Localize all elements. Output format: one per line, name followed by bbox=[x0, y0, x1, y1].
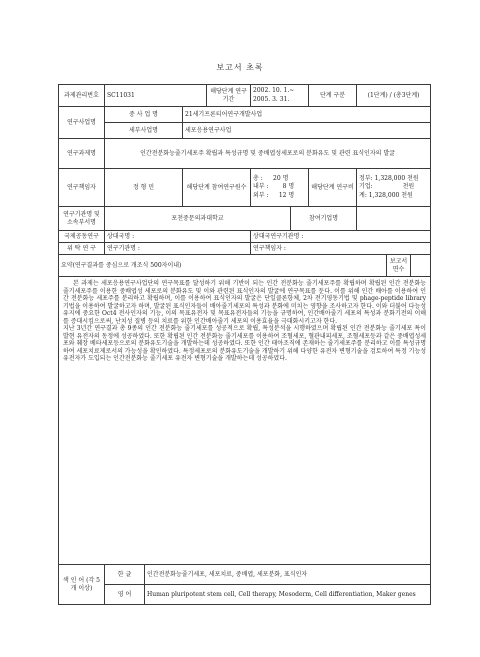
mid-project-label: 중 사 업 명 bbox=[105, 107, 183, 123]
period-value bbox=[251, 85, 309, 107]
pages-label: 보고서 면수 bbox=[387, 255, 411, 277]
document-title: 보고서 초록 bbox=[216, 63, 264, 72]
unit-won: 천원 bbox=[401, 191, 413, 199]
gov-label: 정부: bbox=[359, 175, 373, 183]
subject-label: 연구과제명 bbox=[59, 139, 105, 169]
ko-label: 한 글 bbox=[105, 565, 145, 585]
researchers-total-label: 총 : bbox=[253, 175, 263, 183]
stage-label: 단계 구분 bbox=[309, 85, 357, 107]
stage-value: (1단계) / (총3단계) bbox=[357, 85, 431, 107]
period-start: 2002. 10. 1.~ bbox=[253, 87, 295, 95]
abstract-form-table bbox=[58, 84, 431, 605]
summary-paragraph-2: 지난 3년간 연구결과 총 9종의 인간 전분화능 줄기세포를 성공적으로 확립, 특성분석을 시행하였으며 확립된 인간 전분화능 줄기세포 특이발현 유전자의 동정에 성공하였다. 또한 확립된 인간 전분화능 줄기세포를 이용하여 조혈세포, 혈관내피세포, 조혈세포등과 같은 중배엽성세포와 췌장 베타세포등으로의 분화유도기술을 개발하는데 성공하였다. 또한 인간 태아조직에 존재하는 줄기세포주를 분리하고 이를 특성규명하여 세포치료제로서의 가능성을 확인하였다. 특정세포로의 분화유도기술을 개발하기 위해 다양한 유전자 변형기술을 검토하여 특정 기능성 유전자가 도입되는 인간전분화능 줄기세포 유전자 변형기술을 개발하는데 성공하였다. bbox=[63, 325, 427, 362]
row-subject bbox=[59, 139, 431, 169]
intl-country: 상대국명 : bbox=[105, 231, 251, 243]
period-end: 2005. 3. 31. bbox=[253, 95, 290, 103]
intl-org: 상대국연구기관명 : bbox=[251, 231, 431, 243]
researchers-label: 해당단계 참여연구원수 bbox=[183, 169, 251, 207]
summary-paragraph-1: 본 과제는 세포응용연구사업단의 연구목표를 달성하기 위해 기반이 되는 인간 전분화능 줄기세포주를 확립하며 확립된 인간 전분화능 줄기세포주를 이용한 중배엽성 세포로의 분화유도 및 이와 관련된 표식인자의 발굴에 연구목표를 둔다. 이를 위해 인간 배아를 이용하여 인간 전분화능 세포주를 분리하고 확립하며, 이를 이용하여 표식인자의 발굴은 단일클론항체, 2차 전기영동기법 및 phage-peptide library 기법을 이용하여 발굴하고자 하며, 발굴된 표식인자들이 배아줄기세포의 특성과 분화에 미치는 영향을 조사하고자 한다. 이와 더불어 다능성 유지에 중요한 Oct4 전사인자의 기능, 이의 목표유전자 및 목표유전자들의 기능을 규명하여, 인간배아줄기 세포의 특성과 분화기전의 이해를 증대시킴으로써, 난치성 질병 등의 치료를 위한 인간배아줄기 세포의 이용효율을 극대화시키고자 한다. bbox=[63, 280, 427, 325]
researchers-in-label: 내부 : bbox=[253, 183, 269, 191]
researchers-total: 20 bbox=[273, 175, 281, 183]
consign-org: 연구기관명 : bbox=[105, 243, 251, 255]
unit-won: 천원 bbox=[407, 175, 419, 183]
org-label: 연구기관명 및 소속부서명 bbox=[59, 207, 105, 231]
consign-pi: 연구책임자 : bbox=[251, 243, 431, 255]
researchers-out: 12 bbox=[278, 191, 287, 199]
researchers-out-label: 외부 : bbox=[253, 191, 269, 199]
consign-label: 위 탁 연 구 bbox=[59, 243, 105, 255]
row-pi bbox=[59, 169, 431, 207]
summary-label: 요약(연구결과를 중심으로 개조식 500자이내) bbox=[59, 255, 387, 277]
gov-value: 1,328,000 bbox=[374, 175, 406, 183]
unit-person: 명 bbox=[288, 191, 295, 199]
funds-label: 해당단계 연구비 bbox=[309, 169, 357, 207]
row-org bbox=[59, 207, 431, 231]
org-value: 포천중문의과대학교 bbox=[105, 207, 291, 231]
funds-values bbox=[357, 169, 431, 207]
period-label: 해당단계 연구기간 bbox=[207, 85, 251, 107]
subject-value: 인간전분화능줄기세포주 확립과 특성규명 및 중배엽성세포로의 분화유도 및 관련 표식인자의 발굴 bbox=[105, 139, 431, 169]
task-no-value: SC11031 bbox=[105, 85, 207, 107]
unit-person: 명 bbox=[282, 175, 289, 183]
researchers-in: 8 bbox=[282, 183, 287, 191]
detail-project-label: 세부사업명 bbox=[105, 123, 183, 139]
summary-body bbox=[59, 277, 431, 565]
intl-label: 국제공동연구 bbox=[59, 231, 105, 243]
index-label: 색 인 어 (각 5개 이상) bbox=[59, 565, 105, 605]
row-summary-header bbox=[59, 255, 431, 277]
total-label: 계: bbox=[359, 191, 367, 199]
row-summary-body bbox=[59, 277, 431, 565]
unit-won: 천원 bbox=[402, 183, 415, 191]
row-keywords-en bbox=[59, 585, 431, 605]
row-task bbox=[59, 85, 431, 107]
row-keywords-ko bbox=[59, 565, 431, 585]
pages-value bbox=[411, 255, 431, 277]
researchers-counts bbox=[251, 169, 309, 207]
partner-label: 참여기업명 bbox=[291, 207, 357, 231]
unit-person: 명 bbox=[288, 183, 295, 191]
mid-project-value: 21세기프론티어연구개발사업 bbox=[183, 107, 431, 123]
en-label: 영 어 bbox=[105, 585, 145, 605]
ko-terms: 인간전분화능줄기세포, 세포치료, 중배엽, 세포분화, 표식인자 bbox=[145, 565, 431, 585]
row-mid-project bbox=[59, 107, 431, 123]
corp-label: 기업: bbox=[359, 183, 373, 191]
project-label: 연구사업명 bbox=[59, 107, 105, 139]
row-detail-project bbox=[59, 123, 431, 139]
row-consign bbox=[59, 243, 431, 255]
task-no-label: 과제관리번호 bbox=[59, 85, 105, 107]
row-intl bbox=[59, 231, 431, 243]
detail-project-value: 세포응용연구사업 bbox=[183, 123, 431, 139]
pi-name: 정 형 민 bbox=[105, 169, 183, 207]
en-terms: Human pluripotent stem cell, Cell therapy, Mesoderm, Cell differentiation, Maker genes bbox=[145, 585, 431, 605]
partner-value bbox=[357, 207, 431, 231]
pi-label: 연구책임자 bbox=[59, 169, 105, 207]
total-value: 1,328,000 bbox=[368, 191, 400, 199]
